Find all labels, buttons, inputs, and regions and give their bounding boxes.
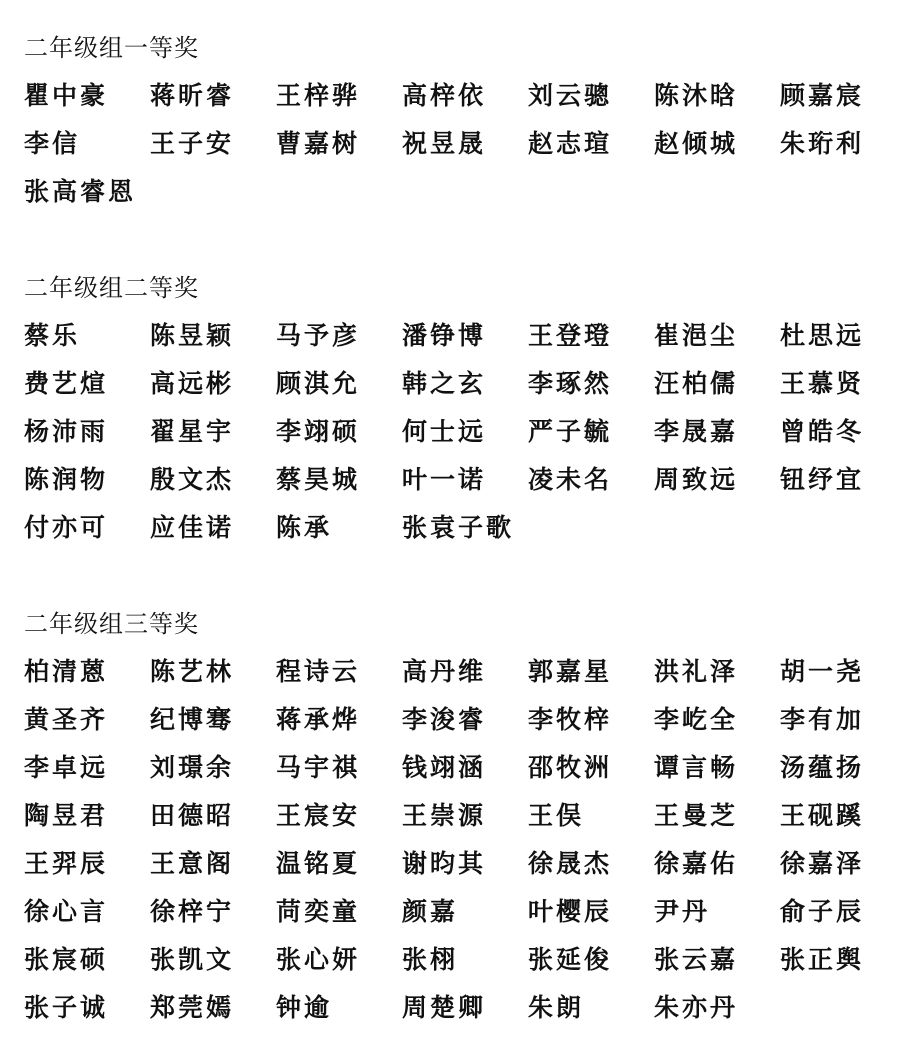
name-grid	[24, 72, 884, 216]
winner-name: 尹丹	[654, 897, 711, 926]
winner-name: 李浚睿	[402, 705, 487, 734]
winner-name: 严子毓	[528, 417, 613, 446]
winner-name: 陈昱颖	[150, 321, 235, 350]
winner-name: 钟逾	[276, 993, 333, 1022]
winner-name: 王砚蹊	[780, 801, 865, 830]
winner-name: 叶一诺	[402, 465, 487, 494]
winner-name: 李牧梓	[528, 705, 613, 734]
winner-name: 王子安	[150, 129, 235, 158]
winner-name: 马予彦	[276, 321, 361, 350]
winner-name: 何士远	[402, 417, 487, 446]
winner-name: 张延俊	[528, 945, 613, 974]
winner-name: 周楚卿	[402, 993, 487, 1022]
winner-name: 谭言畅	[654, 753, 739, 782]
winner-name: 柏清蒽	[24, 657, 109, 686]
winner-name: 陈承	[276, 513, 333, 542]
section-first-prize	[24, 24, 884, 216]
winner-name: 陶昱君	[24, 801, 109, 830]
winner-name: 高丹维	[402, 657, 487, 686]
winner-name: 黄圣齐	[24, 705, 109, 734]
winner-name: 郭嘉星	[528, 657, 613, 686]
winner-name: 李有加	[780, 705, 865, 734]
winner-name: 曾皓冬	[780, 417, 865, 446]
winner-name: 曹嘉树	[276, 129, 361, 158]
winner-name: 朱珩利	[780, 129, 865, 158]
winner-name: 蒋承烨	[276, 705, 361, 734]
winner-name: 汪柏儒	[654, 369, 739, 398]
section-gap	[24, 216, 884, 264]
winner-name: 邵牧洲	[528, 753, 613, 782]
section-title: 二年级组三等奖	[24, 610, 199, 638]
winner-name: 纪博骞	[150, 705, 235, 734]
winner-name: 田德昭	[150, 801, 235, 830]
section-title: 二年级组一等奖	[24, 34, 199, 62]
section-third-prize	[24, 600, 884, 1032]
winner-name: 钮纾宜	[780, 465, 865, 494]
winner-name: 李屹全	[654, 705, 739, 734]
winner-name: 高远彬	[150, 369, 235, 398]
winner-name: 王梓骅	[276, 81, 361, 110]
winner-name: 朱亦丹	[654, 993, 739, 1022]
section-title: 二年级组二等奖	[24, 274, 199, 302]
winner-name: 郑莞嫣	[150, 993, 235, 1022]
winner-name: 徐心言	[24, 897, 109, 926]
winner-name: 徐晟杰	[528, 849, 613, 878]
winner-name: 王慕贤	[780, 369, 865, 398]
winner-name: 叶樱辰	[528, 897, 613, 926]
winner-name: 费艺煊	[24, 369, 109, 398]
winner-name: 王崇源	[402, 801, 487, 830]
section-gap	[24, 552, 884, 600]
winner-name: 胡一尧	[780, 657, 865, 686]
winner-name: 王登璒	[528, 321, 613, 350]
winner-name: 杨沛雨	[24, 417, 109, 446]
winner-name: 李晟嘉	[654, 417, 739, 446]
winner-name: 王羿辰	[24, 849, 109, 878]
winner-name: 刘云骢	[528, 81, 613, 110]
winner-name: 李翊硕	[276, 417, 361, 446]
winner-name: 李卓远	[24, 753, 109, 782]
winner-name: 钱翊涵	[402, 753, 487, 782]
winner-name: 蒋昕睿	[150, 81, 235, 110]
winner-name: 高梓依	[402, 81, 487, 110]
winner-name: 赵志瑄	[528, 129, 613, 158]
winner-name: 谢昀其	[402, 849, 487, 878]
winner-name: 张云嘉	[654, 945, 739, 974]
winner-name: 洪礼泽	[654, 657, 739, 686]
winner-name: 顾嘉宸	[780, 81, 865, 110]
winner-name: 张正舆	[780, 945, 865, 974]
name-grid	[24, 312, 884, 552]
winner-name: 王宸安	[276, 801, 361, 830]
winner-name: 李信	[24, 129, 81, 158]
winner-name: 陈沐晗	[654, 81, 739, 110]
winner-name: 张栩	[402, 945, 459, 974]
winner-name: 张袁子歌	[402, 513, 515, 542]
winner-name: 俞子辰	[780, 897, 865, 926]
winner-name: 李琢然	[528, 369, 613, 398]
winner-name: 徐嘉泽	[780, 849, 865, 878]
winner-name: 刘璟余	[150, 753, 235, 782]
winner-name: 徐嘉佑	[654, 849, 739, 878]
winner-name: 韩之玄	[402, 369, 487, 398]
winner-name: 应佳诺	[150, 513, 235, 542]
winner-name: 祝昱晟	[402, 129, 487, 158]
winner-name: 杜思远	[780, 321, 865, 350]
winner-name: 温铭夏	[276, 849, 361, 878]
winner-name: 颜嘉	[402, 897, 459, 926]
winner-name: 崔浥尘	[654, 321, 739, 350]
winner-name: 张高睿恩	[24, 177, 137, 206]
winner-name: 张凯文	[150, 945, 235, 974]
award-list	[24, 24, 884, 1032]
winner-name: 翟星宇	[150, 417, 235, 446]
winner-name: 凌未名	[528, 465, 613, 494]
winner-name: 苘奕童	[276, 897, 361, 926]
winner-name: 徐梓宁	[150, 897, 235, 926]
winner-name: 马宇祺	[276, 753, 361, 782]
winner-name: 瞿中豪	[24, 81, 109, 110]
winner-name: 赵倾城	[654, 129, 739, 158]
winner-name: 陈润物	[24, 465, 109, 494]
winner-name: 王俣	[528, 801, 585, 830]
winner-name: 张宸硕	[24, 945, 109, 974]
winner-name: 付亦可	[24, 513, 109, 542]
winner-name: 程诗云	[276, 657, 361, 686]
name-grid	[24, 648, 884, 1032]
winner-name: 蔡昊城	[276, 465, 361, 494]
winner-name: 陈艺林	[150, 657, 235, 686]
section-second-prize	[24, 264, 884, 552]
winner-name: 殷文杰	[150, 465, 235, 494]
winner-name: 王意阁	[150, 849, 235, 878]
winner-name: 朱朗	[528, 993, 585, 1022]
winner-name: 张心妍	[276, 945, 361, 974]
winner-name: 蔡乐	[24, 321, 81, 350]
winner-name: 顾淇允	[276, 369, 361, 398]
winner-name: 汤蕴扬	[780, 753, 865, 782]
winner-name: 潘铮博	[402, 321, 487, 350]
winner-name: 张子诚	[24, 993, 109, 1022]
winner-name: 周致远	[654, 465, 739, 494]
winner-name: 王曼芝	[654, 801, 739, 830]
